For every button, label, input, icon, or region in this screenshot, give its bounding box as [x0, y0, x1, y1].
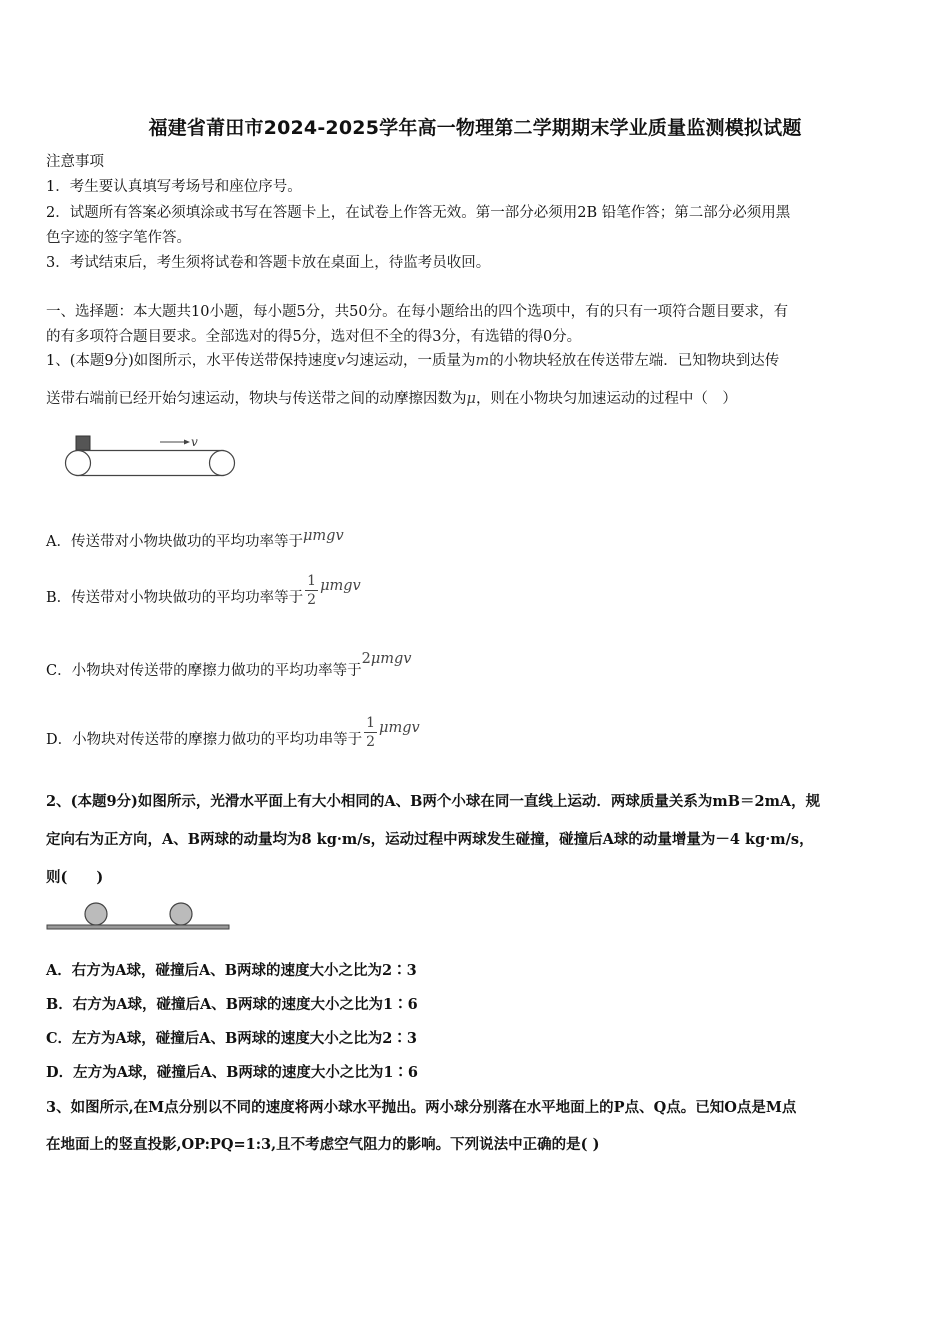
arrow-head [184, 440, 190, 445]
option-expression: μmgv [370, 651, 412, 667]
notice-item: 色字迹的签字笔作答。 [46, 230, 191, 246]
two-balls-figure [46, 898, 231, 934]
ground-surface [47, 925, 229, 929]
question-3-text: 3、如图所示,在M点分别以不同的速度将两小球水平抛出。两小球分别落在水平地面上的P点、Q点。已知O点是M点 [46, 1099, 797, 1116]
q2-option-c: C．左方为A球，碰撞后A、B两球的速度大小之比为2∶3 [46, 1030, 417, 1047]
velocity-label: v [191, 435, 198, 449]
velocity-symbol: v [336, 353, 345, 369]
option-coefficient: 2 [361, 651, 371, 667]
ball-a [85, 903, 107, 925]
q1-option-b [46, 572, 906, 618]
section-intro: 一、选择题：本大题共10小题，每小题5分，共50分。在每小题给出的四个选项中，有的只有一项符合题目要求，有 [46, 304, 789, 320]
q1-text-part: ，则在小物块匀加速运动的过程中（ ） [475, 391, 737, 407]
left-roller [66, 451, 91, 476]
option-expression: μmgv [320, 578, 361, 594]
option-text: D．小物块对传送带的摩擦力做功的平均功串等于 [46, 732, 363, 748]
option-text: A．传送带对小物块做功的平均功率等于 [46, 534, 303, 550]
option-fraction [364, 714, 377, 751]
option-expression: μmgv [379, 720, 420, 736]
q1-text-part: 的小物块轻放在传送带左端．已知物块到达传 [489, 353, 780, 369]
question-2-text: 定向右为正方向，A、B两球的动量均为8 kg·m/s，运动过程中两球发生碰撞，碰撞后A球的动量增量为－4 kg·m/s， [46, 831, 814, 848]
q1-option-a [46, 528, 906, 552]
q1-option-c [46, 651, 906, 681]
conveyor-belt-figure [60, 430, 245, 485]
question-2-text: 2、(本题9分)如图所示，光滑水平面上有大小相同的A、B两个小球在同一直线上运动．两球质量关系为mB＝2mA，规 [46, 793, 821, 810]
q1-text-part: 1、(本题9分)如图所示，水平传送带保持速度 [46, 353, 337, 369]
option-expression: μmgv [302, 528, 344, 544]
fraction-denominator: 2 [307, 591, 317, 608]
question-1-text [46, 389, 906, 409]
ball-b [170, 903, 192, 925]
fraction-numerator: 1 [307, 572, 317, 589]
page-title: 福建省莆田市2024-2025学年高一物理第二学期期末学业质量监测模拟试题 [148, 117, 802, 139]
fraction-numerator: 1 [366, 714, 376, 731]
q1-text-part: 匀速运动，一质量为 [344, 353, 476, 369]
notice-heading: 注意事项 [46, 154, 104, 170]
mass-symbol: m [475, 353, 490, 369]
q2-option-a: A．右方为A球，碰撞后A、B两球的速度大小之比为2∶3 [46, 962, 417, 979]
q1-option-d [46, 714, 906, 760]
question-3-text: 在地面上的竖直投影,OP:PQ=1:3,且不考虑空气阻力的影响。下列说法中正确的是( ) [46, 1136, 600, 1153]
question-1-text [46, 351, 906, 371]
notice-item: 1．考生要认真填写考场号和座位序号。 [46, 179, 302, 195]
option-text: C．小物块对传送带的摩擦力做功的平均功率等于 [46, 663, 362, 679]
notice-item: 3．考试结束后，考生须将试卷和答题卡放在桌面上，待监考员收回。 [46, 255, 491, 271]
option-text: B．传送带对小物块做功的平均功率等于 [46, 590, 304, 606]
friction-coefficient-symbol: μ [466, 391, 476, 407]
right-roller [210, 451, 235, 476]
q1-text-part: 送带右端前已经开始匀速运动，物块与传送带之间的动摩擦因数为 [46, 391, 467, 407]
q2-option-b: B．右方为A球，碰撞后A、B两球的速度大小之比为1∶6 [46, 996, 418, 1013]
option-fraction [305, 572, 318, 609]
notice-item: 2．试题所有答案必须填涂或书写在答题卡上，在试卷上作答无效。第一部分必须用2B 铅笔作答；第二部分必须用黑 [46, 205, 791, 221]
fraction-denominator: 2 [366, 733, 376, 750]
section-intro: 的有多项符合题目要求。全部选对的得5分，选对但不全的得3分，有选错的得0分。 [46, 329, 582, 345]
block-shape [76, 436, 90, 450]
q2-option-d: D．左方为A球，碰撞后A、B两球的速度大小之比为1∶6 [46, 1064, 419, 1081]
question-2-text: 则( ) [46, 869, 104, 886]
